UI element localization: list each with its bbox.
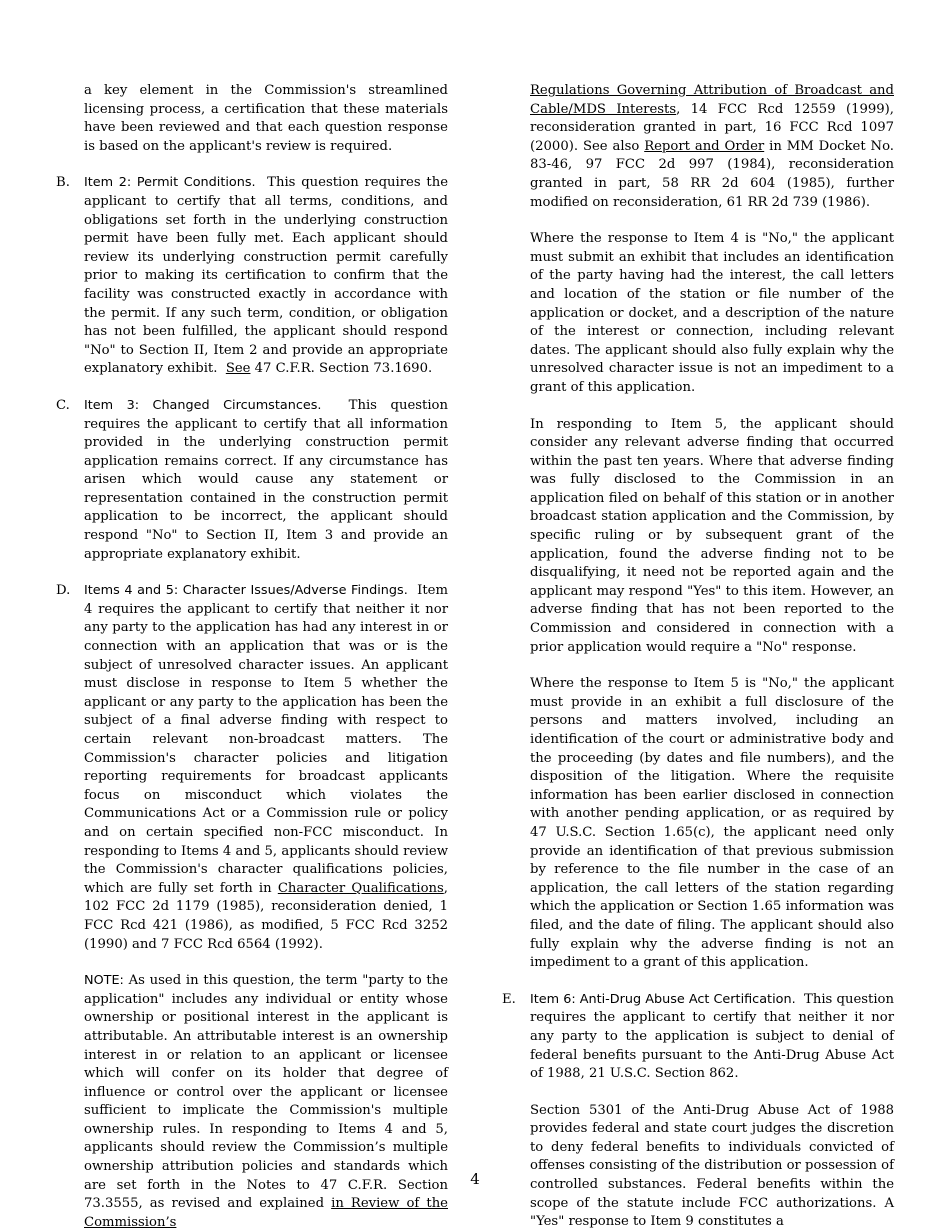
- section-body: This question requires the applicant to certify that all terms, conditions, and obligations set forth in the underlying construction permit have been fully met. Each applicant should review its underlying construction permit carefully prior to making its certification to confirm that the facility was constructed exactly in accordance with the permit. If any such term, condition, or obligation has not been fulfilled, the applicant should respond "No" to Section II, Item 2 and provide an appropriate explanatory exhibit.: [84, 175, 449, 377]
- citation: 47 C.F.R. Section 73.1690.: [254, 361, 433, 377]
- citation: , 14 FCC Rcd 12559 (1999), reconsideration granted in part, 16 FCC Rcd 1097 (2000). See also: [530, 101, 894, 154]
- note-body: As used in this question, the term "party to the application" includes any individual or entity whose ownership or positional interest in the applicant is attributable. An attributable interest is an ownership interest in or relation to an applicant or licensee which will confer on its holder that degree of influence or control over the applicant or licensee sufficient to implicate the Commission's multiple ownership rules. In responding to Items 4 and 5, applicants should review the Commission’s multiple ownership attribution policies and standards which are set forth in the Notes to 47 C.F.R. Section 73.3555, as revised and explained: [84, 973, 448, 1212]
- section-c-text: [84, 397, 448, 564]
- section-letter: C.: [56, 397, 70, 413]
- item4-paragraph: Where the response to Item 4 is "No," the applicant must submit an exhibit that includes an identification of the party having had the interest, the call letters and location of the station or file number of the application or docket, and a description of the nature of the interest or connection, including relevant dates. The applicant should also fully explain why the unresolved character issue is not an impediment to a grant of this application.: [530, 231, 894, 395]
- section-e-text: [530, 991, 894, 1084]
- case-reference: in Review of the Commission’s: [84, 1196, 448, 1230]
- section-heading: Item 2: Permit Conditions.: [84, 175, 256, 191]
- right-column: [502, 82, 894, 1232]
- section-heading: Items 4 and 5: Character Issues/Adverse Findings.: [84, 583, 408, 599]
- section-letter: D.: [56, 583, 71, 599]
- citation: , 102 FCC 2d 1179 (1985), reconsideration denied, 1 FCC Rcd 421 (1986), as modified, 5 FCC Rcd 3252 (1990) and 7 FCC Rcd 6564 (1992).: [84, 880, 448, 952]
- section-body: This question requires the applicant to certify that all information provided in the underlying construction permit application remains correct. If any circumstance has arisen which would cause any statement or representation contained in the construction permit application to be incorrect, the applicant should respond "No" to Section II, Item 3 and provide an appropriate explanatory exhibit.: [84, 397, 448, 562]
- left-column: [56, 82, 448, 1232]
- section-c: [56, 397, 448, 564]
- citation: in MM Docket No. 83-46, 97 FCC 2d 997 (1984), reconsideration granted in part, 58 RR 2d 604 (1985), further modified on reconsideration, 61 RR 2d 739 (1986).: [530, 138, 894, 210]
- page-number: 4: [470, 1170, 480, 1188]
- section-b-text: [84, 174, 448, 379]
- section-d-text: [84, 582, 448, 954]
- section-body: This question requires the applicant to certify that neither it nor any party to the application is subject to denial of federal benefits pursuant to the Anti-Drug Abuse Act of 1988, 21 U.S.C. Section 862.: [530, 991, 894, 1082]
- item5-paragraph-2: Where the response to Item 5 is "No," the applicant must provide in an exhibit a full disclosure of the persons and matters involved, including an identification of the court or administrative body and the proceeding (by dates and file numbers), and the disposition of the litigation. Where the requisite information has been earlier disclosed in connection with another pending application, or as required by 47 U.S.C. Section 1.65(c), the applicant need only provide an identification of that previous submission by reference to the file number in the case of an application, the call letters of the station regarding which the application or Section 1.65 information was filed, and the date of filing. The applicant should also fully explain why the adverse finding is not an impediment to a grant of this application.: [530, 676, 894, 971]
- section-body: Item 4 requires the applicant to certify that neither it nor any party to the application has had any interest in or connection with an application that was or is the subject of unresolved character issues. An applicant must disclose in response to Item 5 whether the applicant or any party to the application has been the subject of a final adverse finding with respect to certain relevant non-broadcast matters. The Commission's character policies and litigation reporting requirements for broadcast applicants focus on misconduct which violates the Communications Act or a Commission rule or policy and on certain specified non-FCC misconduct. In responding to Items 4 and 5, applicants should review the Commission's character qualifications policies, which are fully set forth in: [84, 583, 448, 896]
- note-label: NOTE:: [84, 973, 124, 989]
- continued-citation-paragraph: [502, 82, 894, 212]
- case-reference: Report and Order: [644, 138, 765, 154]
- section-b: [56, 174, 448, 379]
- section-letter: B.: [56, 175, 70, 191]
- case-reference: Character Qualifications: [277, 880, 444, 896]
- section-e: [502, 991, 894, 1084]
- case-reference: Regulations Governing Attribution of Broadcast and Cable/MDS Interests: [530, 83, 894, 117]
- note-paragraph: [56, 972, 448, 1232]
- section-heading: Item 3: Changed Circumstances.: [84, 397, 322, 413]
- see-reference: See: [225, 361, 251, 377]
- section-5301-paragraph: Section 5301 of the Anti-Drug Abuse Act of 1988 provides federal and state court judges the discretion to deny federal benefits to individuals convicted of offenses consisting of the distribution or possession of controlled substances. Federal benefits within the scope of the statute include FCC authorizations. A "Yes" response to Item 9 constitutes a: [530, 1102, 894, 1230]
- section-d: [56, 582, 448, 954]
- item5-paragraph-1: In responding to Item 5, the applicant should consider any relevant adverse finding that occurred within the past ten years. Where that adverse finding was fully disclosed to the Commission in an application filed on behalf of this station or in another broadcast station application and the Commission, by specific ruling or by subsequent grant of the application, found the adverse finding not to be disqualifying, it need not be reported again and the applicant may respond "Yes" to this item. However, an adverse finding that has not been reported to the Commission and considered in connection with a prior application would require a "No" response.: [530, 416, 894, 655]
- section-heading: Item 6: Anti-Drug Abuse Act Certification.: [530, 991, 796, 1007]
- section-letter: E.: [502, 991, 516, 1007]
- intro-paragraph: a key element in the Commission's streamlined licensing process, a certification that these materials have been reviewed and that each question response is based on the applicant's review is required.: [84, 83, 448, 154]
